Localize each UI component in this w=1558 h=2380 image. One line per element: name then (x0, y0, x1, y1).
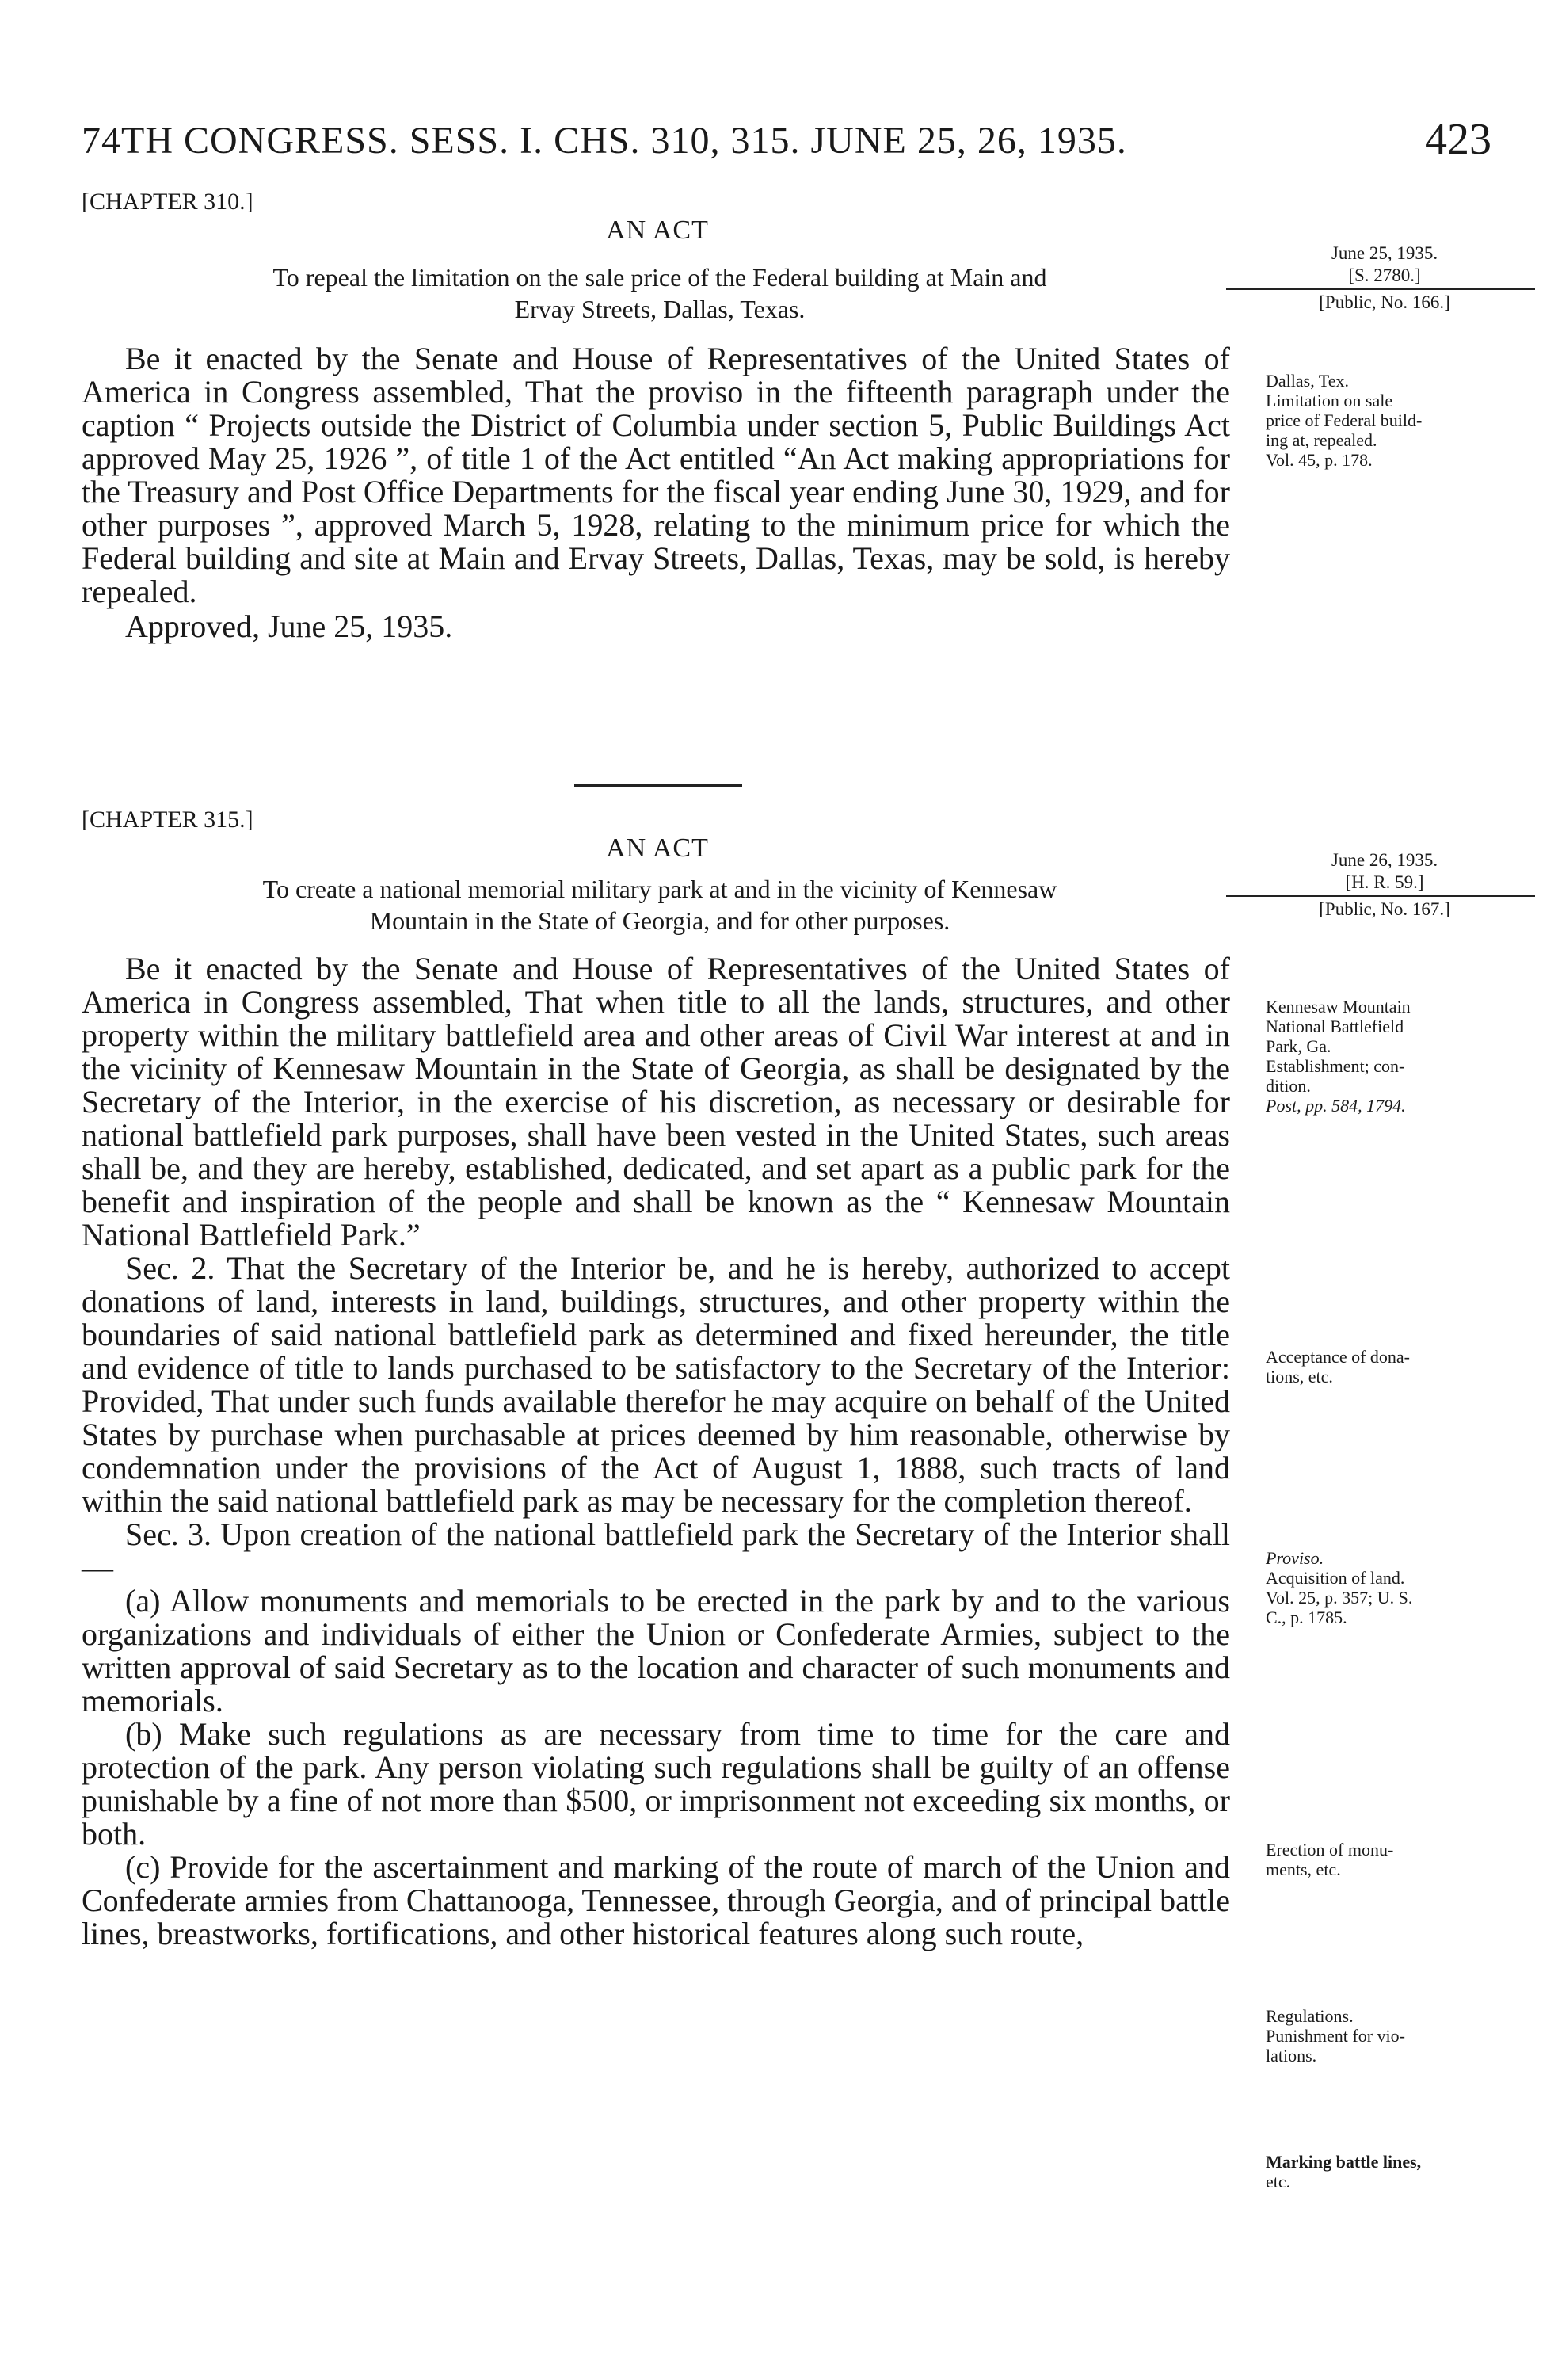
chapter-310-act-heading: AN ACT (606, 215, 709, 245)
margin-note-line: etc. (1266, 2172, 1291, 2191)
margin-note-line: price of Federal build- (1266, 410, 1423, 430)
margin-note-proviso (1266, 1548, 1503, 1627)
margin-note-line: ments, etc. (1266, 1859, 1341, 1879)
margin-note-line: Marking battle lines, (1266, 2152, 1422, 2172)
margin-note-donations (1266, 1347, 1503, 1386)
meta-rule (1226, 895, 1535, 897)
running-head: 74TH CONGRESS. SESS. I. CHS. 310, 315. JUNE 25, 26, 1935. (82, 120, 1127, 162)
margin-note-regulations (1266, 2006, 1503, 2065)
title-line: Mountain in the State of Georgia, and for other purposes. (369, 906, 950, 935)
chapter-315-act-heading: AN ACT (606, 833, 709, 863)
margin-note-line: Dallas, Tex. (1266, 371, 1349, 391)
chapter-310-meta (1266, 242, 1503, 314)
margin-note-line: Erection of monu- (1266, 1840, 1394, 1859)
chapter-310-label: [CHAPTER 310.] (82, 189, 253, 215)
title-line: To repeal the limitation on the sale price of the Federal building at Main and (272, 263, 1047, 292)
margin-note-line: lations. (1266, 2046, 1317, 2065)
chapter-310-title (82, 261, 1238, 325)
margin-note-line: tions, etc. (1266, 1367, 1333, 1386)
margin-note-line: Establishment; con- (1266, 1056, 1405, 1076)
margin-note-line: Punishment for vio- (1266, 2026, 1405, 2046)
margin-note-line: Acquisition of land. (1266, 1568, 1405, 1588)
margin-note-monuments (1266, 1840, 1503, 1879)
margin-note-line: C., p. 1785. (1266, 1608, 1347, 1627)
margin-note-line: Regulations. (1266, 2006, 1354, 2026)
clause-c-paragraph: (c) Provide for the ascertainment and marking of the route of march of the Union and Confederate armies from Chattanooga, Tennessee, through Georgia, and of principal battle lines, breastworks, fortifications, and other historical features along such route, (82, 1849, 1230, 1951)
running-header (82, 115, 1491, 174)
margin-note-battle-lines (1266, 2152, 1503, 2191)
margin-note-line: Post, pp. 584, 1794. (1266, 1096, 1406, 1116)
meta-bill: [H. R. 59.] (1345, 872, 1424, 892)
section-3-paragraph: Sec. 3. Upon creation of the national battlefield park the Secretary of the Interior shall— (82, 1516, 1230, 1585)
meta-public: [Public, No. 166.] (1319, 292, 1450, 312)
meta-public: [Public, No. 167.] (1319, 899, 1450, 919)
approved-line: Approved, June 25, 1935. (125, 608, 453, 644)
title-line: To create a national memorial military park at and in the vicinity of Kennesaw (262, 875, 1057, 903)
margin-note-line: Vol. 25, p. 357; U. S. (1266, 1588, 1413, 1608)
clause-a-paragraph: (a) Allow monuments and memorials to be erected in the park by and to the various organizations and individuals of either the Union or Confederate Armies, subject to the written approval of said Secretary as to the location and character of such monuments and memorials. (82, 1583, 1230, 1718)
section-2-paragraph: Sec. 2. That the Secretary of the Interior be, and he is hereby, authorized to accept donations of land, interests in land, buildings, structures, and other property within the boundaries of said national battlefield park as determined and fixed hereunder, the title and evidence of title to lands purchased to be satisfactory to the Secretary of the Interior: Provided, That under such funds available therefor he may acquire on behalf of the United States by purchase when purchasable at prices deemed by him reasonable, otherwise by condemnation under the provisions of the Act of August 1, 1888, such tracts of land within the said national battlefield park as may be necessary for the completion thereof. (82, 1250, 1230, 1519)
margin-note-dallas (1266, 371, 1503, 470)
margin-note-line: Kennesaw Mountain (1266, 997, 1411, 1016)
margin-note-line: Acceptance of dona- (1266, 1347, 1411, 1367)
chapter-315-label: [CHAPTER 315.] (82, 807, 253, 833)
chapter-315-body (82, 952, 1230, 1951)
margin-note-line: Vol. 45, p. 178. (1266, 450, 1373, 470)
margin-note-line: Park, Ga. (1266, 1036, 1331, 1056)
enacting-paragraph: Be it enacted by the Senate and House of Representatives of the United States of America in Congress assembled, That the proviso in the fifteenth paragraph under the caption “ Projects outside the District of Columbia under section 5, Public Buildings Act approved May 25, 1926 ”, of title 1 of the Act entitled “An Act making appropriations for the Treasury and Post Office Departments for the fiscal year ending June 30, 1929, and for other purposes ”, approved March 5, 1928, relating to the minimum price for which the Federal building and site at Main and Ervay Streets, Dallas, Texas, may be sold, is hereby repealed. (82, 341, 1230, 609)
chapter-315-title (82, 873, 1238, 936)
enacting-paragraph: Be it enacted by the Senate and House of Representatives of the United States of America in Congress assembled, That when title to all the lands, structures, and other property within the military battlefield area and other areas of Civil War interest at and in the vicinity of Kennesaw Mountain in the State of Georgia, as shall be designated by the Secretary of the Interior, in the exercise of his discretion, as necessary or desirable for national battlefield park purposes, shall have been vested in the United States, such areas shall be, and they are hereby, established, dedicated, and set apart as a public park for the benefit and inspiration of the people and shall be known as the “ Kennesaw Mountain National Battlefield Park.” (82, 951, 1230, 1253)
margin-note-line: Proviso. (1266, 1548, 1324, 1568)
margin-note-line: Limitation on sale (1266, 391, 1393, 410)
meta-rule (1226, 288, 1535, 290)
margin-note-kennesaw (1266, 997, 1503, 1116)
meta-date: June 26, 1935. (1331, 850, 1438, 870)
margin-note-line: dition. (1266, 1076, 1311, 1096)
section-divider (574, 784, 742, 787)
title-line: Ervay Streets, Dallas, Texas. (514, 295, 806, 323)
clause-b-paragraph: (b) Make such regulations as are necessary from time to time for the care and protection of the park. Any person violating such regulations shall be guilty of an offense punishable by a fine of not more than $500, or imprisonment not exceeding six months, or both. (82, 1716, 1230, 1852)
margin-note-line: ing at, repealed. (1266, 430, 1377, 450)
meta-bill: [S. 2780.] (1348, 265, 1421, 285)
meta-date: June 25, 1935. (1331, 243, 1438, 263)
chapter-315-meta (1266, 849, 1503, 921)
page-number: 423 (1425, 115, 1491, 164)
margin-note-line: National Battlefield (1266, 1016, 1404, 1036)
chapter-310-body (82, 342, 1230, 643)
